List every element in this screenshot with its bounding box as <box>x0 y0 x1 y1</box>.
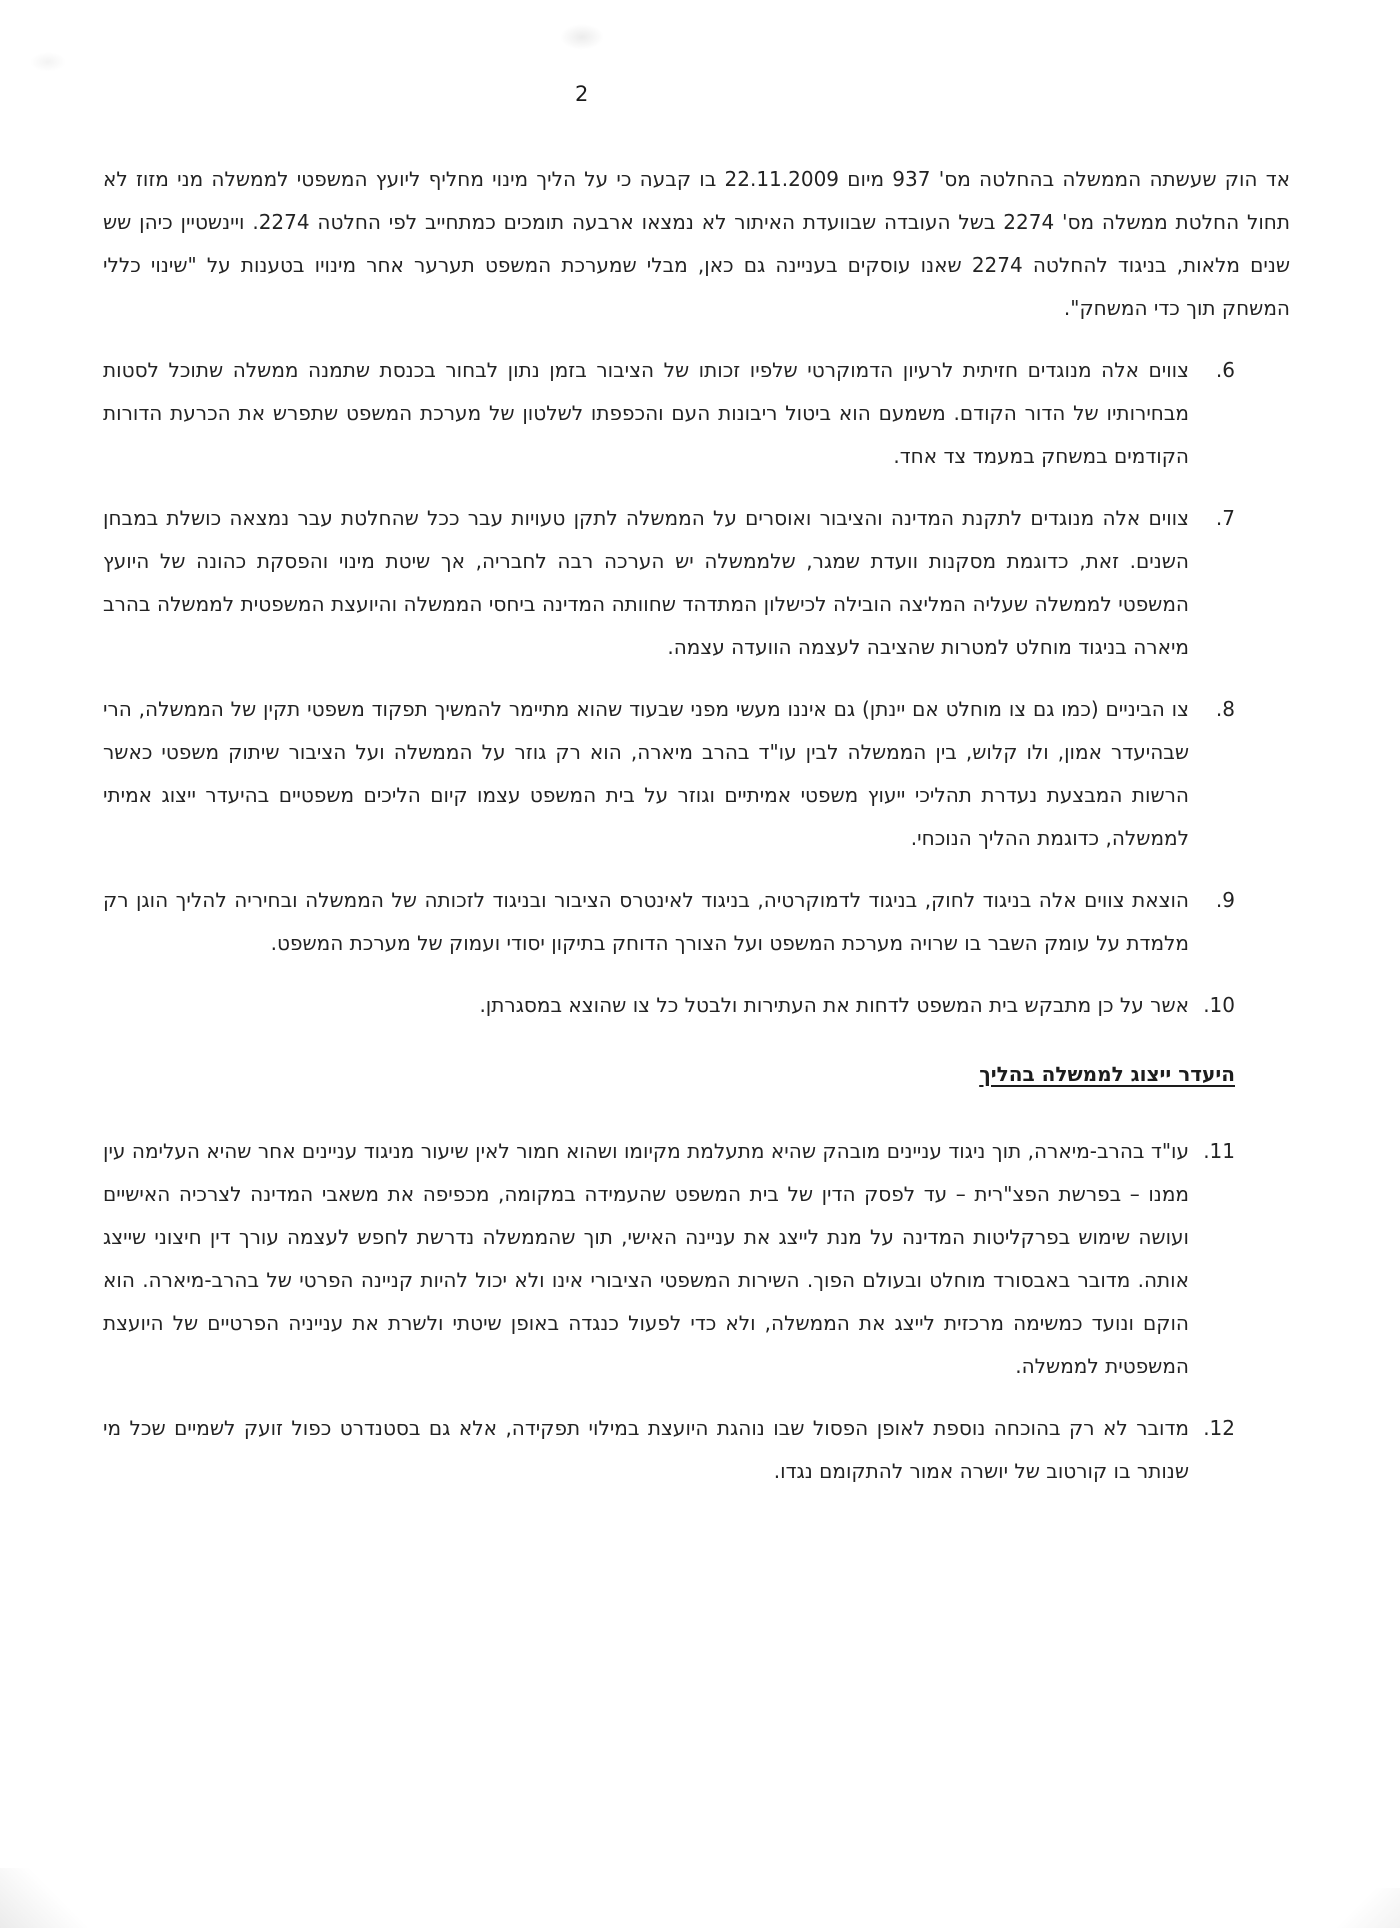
item-number: 7. <box>1215 506 1235 530</box>
item-number: 11. <box>1203 1139 1235 1163</box>
item-number: 10. <box>1203 993 1235 1017</box>
scan-artifact <box>0 1868 90 1928</box>
intro-paragraph: אד הוק שעשתה הממשלה בהחלטה מס' 937 מיום 22.11.2009 בו קבעה כי על הליך מינוי מחליף ליועץ המשפטי לממשלה מני מזוז לא תחול החלטת ממשלה מס' 2274 בשל העובדה שבוועדת האיתור לא נמצאו ארבעה תומכים כמתחייב לפי החלטה 2274. ויינשטיין כיהן שש שנים מלאות, בניגוד להחלטה 2274 שאנו עוסקים בעניינה גם כאן, מבלי שמערכת המשפט תערער אחר מינויו בטענות על "שינוי כללי המשחק תוך כדי המשחק". <box>103 167 1290 320</box>
list-item-9 <box>103 879 1290 965</box>
item-text: צווים אלה מנוגדים לתקנת המדינה והציבור ואוסרים על הממשלה לתקן טעויות עבר ככל שהחלטת עבר נמצאה כושלת במבחן השנים. זאת, כדוגמת מסקנות וועדת שמגר, שלממשלה יש הערכה רבה לחבריה, אך שיטת מינוי והפסקת כהונה של היועץ המשפטי לממשלה שעליה המליצה הובילה לכישלון המתדהד שחוותה המדינה ביחסי הממשלה והיועצת המשפטית לממשלה בהרב מיארה בניגוד מוחלט למטרות שהציבה לעצמה הוועדה עצמה. <box>103 506 1189 659</box>
item-text: הוצאת צווים אלה בניגוד לחוק, בניגוד לדמוקרטיה, בניגוד לאינטרס הציבור ובניגוד לזכותה של הממשלה ובחיריה להליך הוגן רק מלמדת על עומק השבר בו שרויה מערכת המשפט ועל הצורך הדוחק בתיקון יסודי ועמוק של מערכת המשפט. <box>103 888 1189 955</box>
list-item-10 <box>103 984 1290 1027</box>
list-item-7 <box>103 497 1290 669</box>
section-heading: היעדר ייצוג לממשלה בהליך <box>979 1062 1235 1086</box>
scan-artifact <box>1330 1888 1400 1928</box>
item-number: 6. <box>1215 358 1235 382</box>
list-item-8 <box>103 688 1290 860</box>
item-number: 9. <box>1215 888 1235 912</box>
list-item-6 <box>103 349 1290 478</box>
list-item-12 <box>103 1407 1290 1493</box>
document-body <box>103 158 1290 1512</box>
item-number: 8. <box>1215 697 1235 721</box>
list-item-11 <box>103 1130 1290 1388</box>
item-text: מדובר לא רק בהוכחה נוספת לאופן הפסול שבו נוהגת היועצת במילוי תפקידה, אלא גם בסטנדרט כפול זועק לשמיים שכל מי שנותר בו קורטוב של יושרה אמור להתקומם נגדו. <box>103 1416 1189 1483</box>
item-text: עו"ד בהרב-מיארה, תוך ניגוד עניינים מובהק שהיא מתעלמת מקיומו ושהוא חמור לאין שיעור מניגוד עניינים אחר שהיא העלימה עין ממנו – בפרשת הפצ"רית – עד לפסק הדין של בית המשפט שהעמידה במקומה, מכפיפה את משאבי המדינה לצרכיה האישיים ועושה שימוש בפרקליטות המדינה על מנת לייצג את עניינה האישי, תוך שהממשלה נדרשת לחפש לעצמה עורך דין חיצוני שייצג אותה. מדובר באבסורד מוחלט ובעולם הפוך. השירות המשפטי הציבורי אינו ולא יכול להיות קניינה הפרטי של בהרב-מיארה. הוא הוקם ונועד כמשימה מרכזית לייצג את הממשלה, ולא כדי לפעול כנגדה באופן שיטתי ולשרת את ענייניה הפרטיים של היועצת המשפטית לממשלה. <box>103 1139 1189 1378</box>
item-number: 12. <box>1203 1416 1235 1440</box>
scan-artifact <box>560 24 604 50</box>
item-text: צווים אלה מנוגדים חזיתית לרעיון הדמוקרטי שלפיו זכותו של הציבור בזמן נתון לבחור בכנסת שתמנה ממשלה שתוכל לסטות מבחירותיו של הדור הקודם. משמעם הוא ביטול ריבונות העם והכפפתו לשלטון של מערכת המשפט שתפרש את הכרעת הדורות הקודמים במשחק במעמד צד אחד. <box>103 358 1189 468</box>
scan-artifact <box>30 52 66 72</box>
item-text: אשר על כן מתבקש בית המשפט לדחות את העתירות ולבטל כל צו שהוצא במסגרתן. <box>479 993 1189 1017</box>
item-text: צו הביניים (כמו גם צו מוחלט אם יינתן) גם איננו מעשי מפני שבעוד שהוא מתיימר להמשיך תפקוד משפטי תקין של הממשלה, הרי שבהיעדר אמון, ולו קלוש, בין הממשלה לבין עו"ד בהרב מיארה, הוא רק גוזר על הממשלה ועל הציבור שיתוק משפטי כאשר הרשות המבצעת נעדרת תהליכי ייעוץ משפטי אמיתיים וגוזר על בית המשפט עצמו קיום הליכים משפטיים בהיעדר ייצוג אמיתי לממשלה, כדוגמת ההליך הנוכחי. <box>103 697 1189 850</box>
page-number: 2 <box>575 82 589 106</box>
